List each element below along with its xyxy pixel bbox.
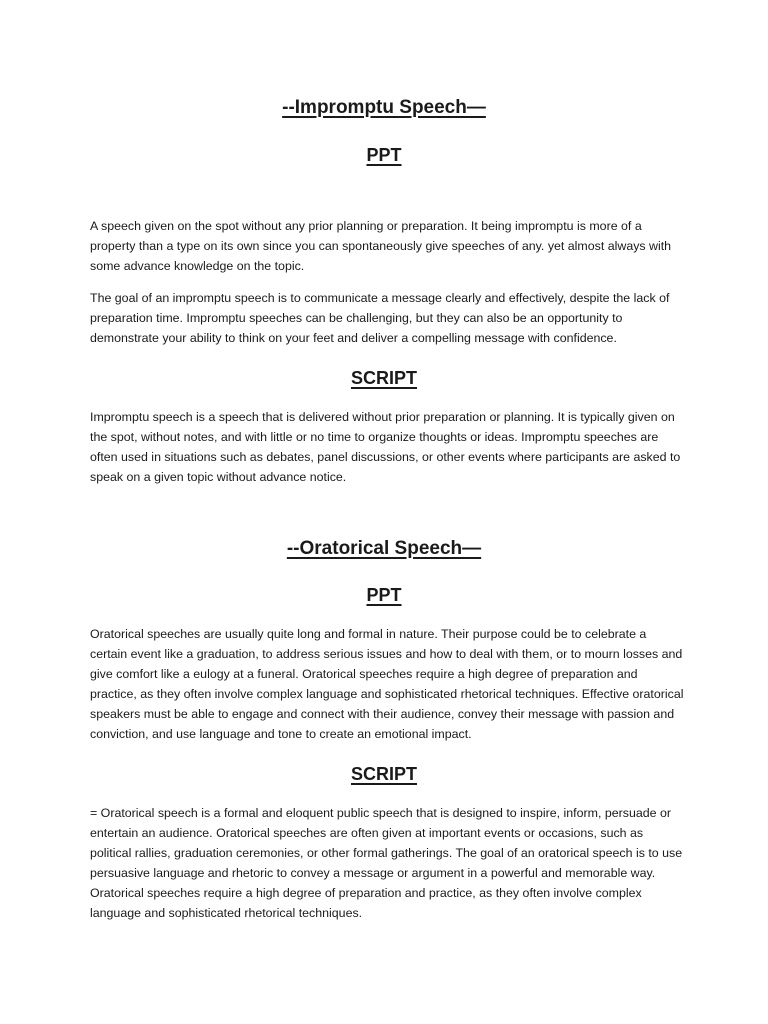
impromptu-ppt-heading: PPT <box>366 145 402 165</box>
impromptu-title: --Impromptu Speech— <box>282 97 486 118</box>
impromptu-ppt-paragraph-1: A speech given on the spot without any prior planning or preparation. It being impromptu is more of a property than a type on its own since you can spontaneously give speeches of any. yet almost always with some advance knowledge on the topic. <box>90 219 672 273</box>
impromptu-script-heading: SCRIPT <box>350 368 417 388</box>
impromptu-script-paragraph: Impromptu speech is a speech that is delivered without prior preparation or planning. It is typically given on the spot, without notes, and with little or no time to organize thoughts or ideas. Impromptu speeches are often used in situations such as debates, panel discussions, or other events where participants are asked to speak on a given topic without advance notice. <box>90 410 681 484</box>
oratorical-script-heading: SCRIPT <box>350 764 417 784</box>
impromptu-ppt-paragraph-2: The goal of an impromptu speech is to communicate a message clearly and effectively, despite the lack of preparation time. Impromptu speeches can be challenging, but they can also be an opportunity to demonstrate your ability to think on your feet and deliver a compelling message with confidence. <box>90 291 670 345</box>
oratorical-script-paragraph: = Oratorical speech is a formal and eloquent public speech that is designed to inspire, inform, persuade or entertain an audience. Oratorical speeches are often given at important events or occasions, such as political rallies, graduation ceremonies, or other formal gatherings. The goal of an oratorical speech is to use persuasive language and rhetoric to convey a message or argument in a powerful and memorable way. Oratorical speeches require a high degree of preparation and practice, as they often involve complex language and sophisticated rhetorical techniques. <box>90 806 683 920</box>
oratorical-ppt-paragraph: Oratorical speeches are usually quite long and formal in nature. Their purpose could be to celebrate a certain event like a graduation, to address serious issues and how to deal with them, or to mourn losses and give comfort like a eulogy at a funeral. Oratorical speeches require a high degree of preparation and practice, as they often involve complex language and sophisticated rhetorical techniques. Effective oratorical speakers must be able to engage and connect with their audience, convey their message with passion and conviction, and use language and tone to create an emotional impact. <box>90 627 684 741</box>
oratorical-title: --Oratorical Speech— <box>286 538 482 559</box>
oratorical-ppt-heading: PPT <box>366 585 402 605</box>
